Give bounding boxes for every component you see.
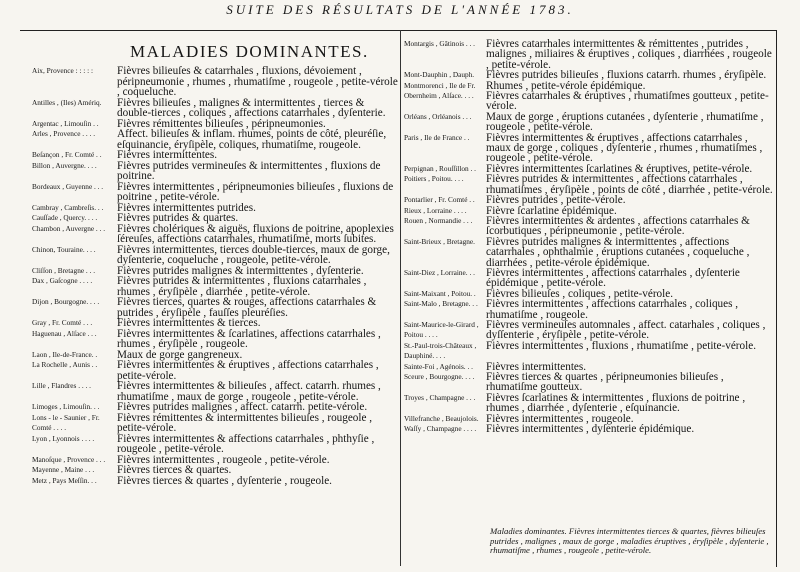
disease-description: Fièvres putrides malignes & intermittentes , dyſenterie. xyxy=(117,264,364,277)
place-name: Rieux , Lorraine . . . . xyxy=(404,205,467,215)
table-row xyxy=(32,465,398,476)
disease-description: Fièvres putrides vermineuſes & intermittentes , fluxions de poitrine. xyxy=(117,159,381,182)
table-row xyxy=(404,299,774,320)
disease-description: Fièvres intermittentes , péripneumonies bilieuſes , fluxions de poitrine , petite-vérole. xyxy=(117,180,394,203)
place-name: Saint-Diez , Lorraine. . . xyxy=(404,267,475,277)
place-name: Saint-Maixant , Poitou. . xyxy=(404,288,476,298)
place-name: Aix, Provence : : : : : xyxy=(32,66,94,75)
disease-description: Fièvre ſcarlatine épidémique. xyxy=(486,204,617,217)
place-name: Pontarlier , Fr. Comté . . xyxy=(404,195,475,205)
place-name: Obernheim , Alſace. . . . xyxy=(404,91,474,101)
disease-description: Fièvres catarrhales & éruptives , rhumatiſmes goutteux , petite-vérole. xyxy=(486,90,769,113)
disease-description: Fièvres intermittentes , rougeole , petite-vérole. xyxy=(117,453,330,466)
place-name: Cambray , Cambreſis. . . xyxy=(32,202,104,212)
disease-description: Fièvres intermittentes & éruptives , affections catarrhales , petite-vérole. xyxy=(117,359,379,382)
place-name: Dijon , Bourgogne. . . . xyxy=(32,297,100,306)
place-name: Saint-Brieux , Bretagne. xyxy=(404,236,475,246)
disease-description: Fièvres putrides , petite-vérole. xyxy=(486,194,626,207)
page-header: SUITE DES RÉSULTATS DE L'ANNÉE 1783. xyxy=(226,2,574,17)
table-row xyxy=(32,476,398,487)
table-row xyxy=(32,413,398,434)
table-row xyxy=(404,174,774,195)
table-row xyxy=(404,112,774,133)
table-row xyxy=(404,133,774,164)
table-row xyxy=(32,318,398,329)
place-name: Villefranche , Beaujolois. xyxy=(404,413,479,423)
table-row xyxy=(404,39,774,70)
disease-description: Maux de gorge , éruptions cutanées , dyſenterie , rhumatiſme , rougeole , petite-vérole. xyxy=(486,110,764,134)
table-row xyxy=(404,91,774,112)
disease-description: Fièvres catarrhales intermittentes & rémittentes , putrides , malignes , miliaires & éruptives , coliques , diarrhées , rougeole , petite-vérole. xyxy=(486,38,772,71)
disease-description: Fièvres bilieuſes & catarrhales , fluxions, dévoiement , péripneumonie , rhumes , rhumatiſme , rougeole , petite-vérole , coqueluche. xyxy=(117,65,398,98)
place-name: Paris , Ile de France . . xyxy=(404,132,470,142)
place-name: Mayenne , Maine . . . xyxy=(32,465,95,474)
disease-description: Fièvres tierces, quartes & rouges, affections catarrhales & putrides , éryſipèle , fauſſes pleuréſies. xyxy=(117,296,377,319)
table-row xyxy=(404,424,774,434)
place-name: Dax , Gaſcogne . . . . xyxy=(32,276,93,285)
place-name: Montargis , Gâtinois . . . xyxy=(404,39,476,48)
place-name: Metz , Pays Meſſin. . . xyxy=(32,475,97,485)
place-name: Billon , Auvergne. . . . xyxy=(32,160,97,170)
summary-note: Maladies dominantes. Fièvres intermittentes tierces & quartes, fièvres bilieuſes putrides , malignes , maux de gorge , maladies éruptives , éryſipèle , dyſenterie , rhumatiſme , rhumes , rougeole , petite-vérole. xyxy=(490,526,769,555)
disease-description: Fièvres intermittentes , affections catarrhales , dyſenterie épidémique , petite-vérole. xyxy=(486,266,740,290)
place-name: Antilles , (Iles) Amériq. xyxy=(32,97,102,107)
place-name: Saint-Maurice-le-Girard , Poitou . . . . xyxy=(404,319,479,340)
disease-description: Maux de gorge gangreneux. xyxy=(117,348,243,361)
place-name: Cliſſon , Bretagne . . . xyxy=(32,265,96,275)
table-row xyxy=(404,237,774,268)
disease-description: Fièvres intermittentes , affections catarrhales , coliques , rhumatiſme , rougeole. xyxy=(486,298,739,321)
place-name: Mont-Dauphin , Dauph. xyxy=(404,70,475,80)
disease-description: Fièvres intermittentes & ſcarlatines, affections catarrhales , rhumes , éryſipèle , rougeole. xyxy=(117,327,381,350)
place-name: Arles , Provence . . . . xyxy=(32,129,96,138)
left-column xyxy=(32,66,398,486)
place-name: Sainte-Foi , Agénois. . . xyxy=(404,361,473,371)
place-name: Manoſque , Provence . . . xyxy=(32,454,106,464)
table-row xyxy=(32,98,398,119)
disease-description: Fièvres tierces & quartes , péripneumonies bilieuſes , rhumatiſme goutteux. xyxy=(486,371,724,394)
table-row xyxy=(32,129,398,150)
place-name: Argentac , Limouſin . . xyxy=(32,118,99,128)
disease-description: Fièvres putrides & quartes. xyxy=(117,212,239,224)
disease-description: Fièvres intermittentes. xyxy=(117,149,218,161)
place-name: Perpignan , Rouſſillon . . xyxy=(404,163,476,173)
disease-description: Fièvres ſcarlatines & intermittentes , fluxions de poitrine , rhumes , diarrhée , dyſenterie , eſquinancie. xyxy=(486,391,746,415)
table-row xyxy=(404,393,774,414)
disease-description: Fièvres intermittentes. xyxy=(486,360,587,373)
place-name: Gray , Fr. Comté . . . xyxy=(32,318,93,327)
disease-description: Fièvres intermittentes & ardentes , affections catarrhales & ſcorbutiques , péripneumonie , petite-vérole. xyxy=(486,214,750,238)
place-name: Poitiers , Poitou. . . . xyxy=(404,174,464,184)
place-name: Waſſy , Champagne . . . . xyxy=(404,424,477,434)
disease-description: Fièvres putrides malignes , affect. catarrh. petite-vérole. xyxy=(117,401,368,413)
place-name: Lyon , Lyonnois . . . . xyxy=(32,433,95,443)
place-name: Bordeaux , Guyenne . . . xyxy=(32,181,104,191)
disease-description: Fièvres tierces & quartes , dyſenterie , rougeole. xyxy=(117,474,332,487)
place-name: Haguenau , Alſace . . . xyxy=(32,328,97,338)
disease-description: Fièvres intermittentes & affections catarrhales , phthyſie , rougeole , petite-vérole. xyxy=(117,432,375,455)
table-row xyxy=(32,360,398,381)
place-name: Lille , Flandres . . . . xyxy=(32,381,91,390)
disease-description: Rhumes , petite-vérole épidémique. xyxy=(486,79,646,92)
table-row xyxy=(404,268,774,289)
disease-description: Fièvres putrides malignes & intermittentes , affections catarrhales , ophthalmie , éruptions cutanées , coqueluche , diarrhées , petite-vérole épidémique. xyxy=(486,235,750,269)
disease-description: Fièvres bilieuſes , coliques , petite-vérole. xyxy=(486,287,674,300)
place-name: Sceure , Bourgogne. . . . xyxy=(404,372,475,381)
place-name: St.-Paul-trois-Châteaux , Dauphiné. . . . xyxy=(404,340,477,361)
disease-description: Fièvres bilieuſes , malignes & intermittentes , tierces & double-tierces , coliques , affections catarrhales , dyſenterie. xyxy=(117,96,386,119)
disease-description: Fièvres intermittentes putrides. xyxy=(117,201,256,214)
table-row xyxy=(32,161,398,182)
column-divider xyxy=(400,30,401,566)
table-row xyxy=(32,245,398,266)
disease-description: Fièvres rémittentes bilieuſes , péripneumonies. xyxy=(117,117,326,130)
disease-description: Fièvres vermineuſes automnales , affect. catarhales , coliques , dyſſenterie , éryſipèle , petite-vérole. xyxy=(486,318,766,342)
place-name: Rouen , Normandie . . . xyxy=(404,215,473,225)
disease-description: Fièvres intermittentes ſcarlatines & éruptives, petite-vérole. xyxy=(486,162,753,175)
disease-description: Fièvres putrides bilieuſes , fluxions catarrh. rhumes , éryſipèle. xyxy=(486,69,767,82)
disease-description: Fièvres tierces & quartes. xyxy=(117,464,232,476)
table-row xyxy=(32,402,398,413)
right-column xyxy=(404,39,774,434)
place-name: Lons - le - Saunier , Fr. Comté . . . . xyxy=(32,412,100,432)
place-name: Limoges , Limouſin. . . xyxy=(32,402,100,411)
place-name: Beſançon , Fr. Comté . . xyxy=(32,150,102,159)
section-title: MALADIES DOMINANTES. xyxy=(130,42,369,61)
disease-description: Fièvres intermittentes, tierces double-tierces, maux de gorge, dyſenterie, coqueluche , rougeole, petite-vérole. xyxy=(117,243,390,266)
place-name: Montmorenci , Ile de Fr. xyxy=(404,80,476,90)
disease-description: Fièvres intermittentes & tierces. xyxy=(117,317,261,329)
table-row xyxy=(404,195,774,205)
table-row xyxy=(32,434,398,455)
table-row xyxy=(32,381,398,402)
disease-description: Fièvres intermittentes & bilieuſes , affect. catarrh. rhumes , rhumatiſme , maux de gorge , rougeole , petite-vérole. xyxy=(117,380,381,403)
disease-description: Fièvres putrides & intermittentes , affections catarrhales , rhumatiſmes , éryſipèle , points de côté , diarrhée , petite-vérole. xyxy=(486,173,773,196)
table-row xyxy=(32,66,398,98)
table-row xyxy=(32,213,398,224)
table-row xyxy=(404,372,774,393)
table-row xyxy=(32,182,398,203)
place-name: Troyes , Champagne . . . xyxy=(404,392,476,402)
disease-description: Fièvres rémittentes & intermittentes bilieuſes , rougeole , petite-vérole. xyxy=(117,411,373,434)
place-name: La Rochelle , Aunis . . xyxy=(32,360,98,369)
table-row xyxy=(404,320,774,341)
disease-description: Fièvres putrides & intermittentes , fluxions catarrhales , rhumes , éryſipèle , diarrhée , petite-vérole. xyxy=(117,275,367,298)
table-row xyxy=(32,297,398,318)
disease-description: Fièvres intermittentes , fluxions , rhumatiſme , petite-vérole. xyxy=(486,339,756,352)
disease-description: Affect. bilieuſes & inflam. rhumes, points de côté, pleuréſie, eſquinancie, éryſipèle, coliques, rhumatiſme, rougeole. xyxy=(117,128,387,151)
disease-description: Fièvres intermittentes , rougeole. xyxy=(486,412,634,425)
table-row xyxy=(32,224,398,245)
disease-description: Fièvres intermittentes & éruptives , affections catarrhales , maux de gorge , coliques , dyſenterie , rhumes , rhumatiſmes , rougeole , petite-vérole. xyxy=(486,131,763,165)
place-name: Saint-Malo , Bretagne. . . xyxy=(404,299,478,309)
disease-description: Fièvres intermittentes , dyſenterie épidémique. xyxy=(486,423,695,436)
place-name: Laon , Ile-de-France. . xyxy=(32,349,98,359)
table-row xyxy=(32,150,398,161)
table-row xyxy=(32,276,398,297)
place-name: Chinon, Touraine. . . . xyxy=(32,244,96,254)
table-row xyxy=(32,329,398,350)
place-name: Orléans , Orléanois . . . xyxy=(404,111,472,121)
table-row xyxy=(404,216,774,237)
table-row xyxy=(404,341,774,362)
place-name: Chambon , Auvergne . . . xyxy=(32,223,106,233)
place-name: Cauſſade , Quercy. . . . xyxy=(32,213,98,222)
disease-description: Fièvres cholériques & aiguës, fluxions de poitrine, apoplexies ſéreuſes, affections catarrhales, rhumatiſme, morts ſubites. xyxy=(117,222,394,245)
